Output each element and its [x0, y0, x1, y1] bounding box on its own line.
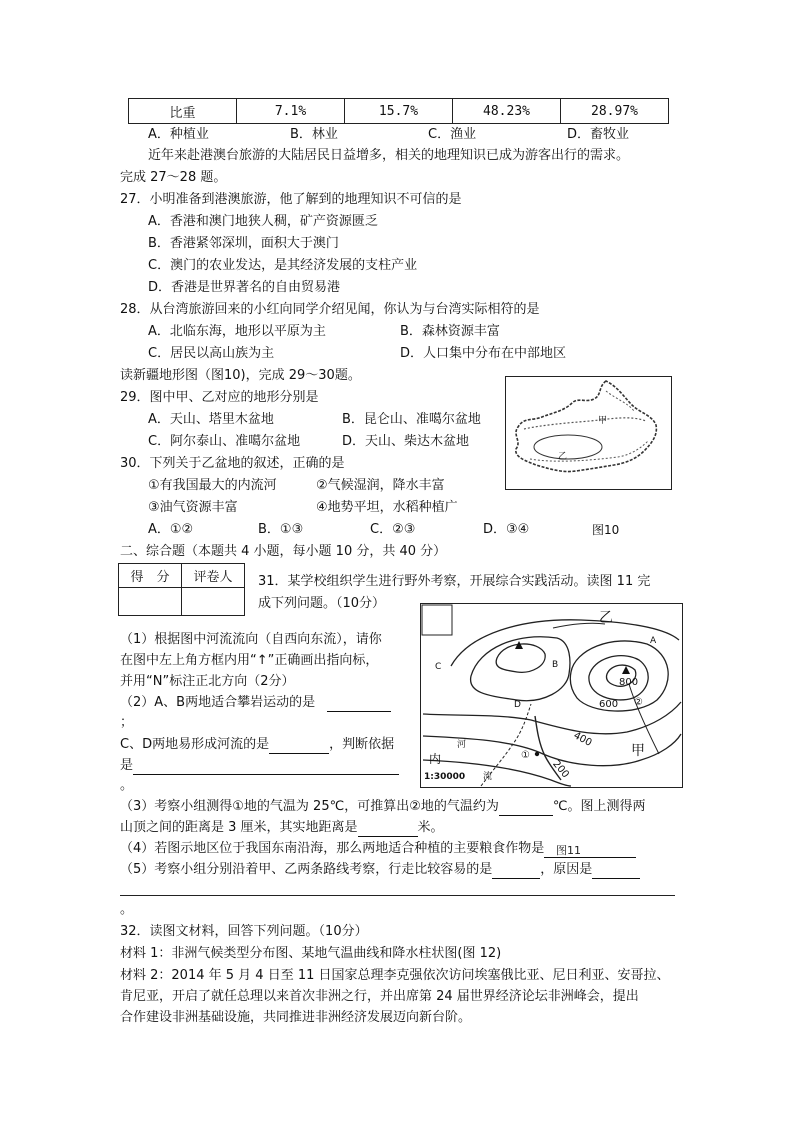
grader-cell[interactable]: [182, 588, 245, 616]
q30-option-a: A．①②: [148, 522, 194, 537]
q32-material-1: 材料 1：非洲气候类型分布图、某地气温曲线和降水柱状图(图 12): [120, 946, 502, 961]
q28-option-d: D．人口集中分布在中部地区: [400, 346, 567, 361]
table-row: [119, 564, 245, 588]
row-label: 比重: [129, 99, 237, 124]
q31-p2-text2: C、D两地易形成河流的是: [120, 737, 270, 752]
score-header: 得 分: [119, 564, 182, 588]
q29-option-b: B．昆仑山、准噶尔盆地: [342, 412, 481, 427]
q31-p3-answer-blank-2[interactable]: [358, 822, 418, 837]
q29-option-c: C．阿尔泰山、准噶尔盆地: [148, 434, 301, 449]
q31-p3-text1b: ℃。图上测得两: [552, 799, 646, 814]
q29-stem: 29．图中甲、乙对应的地形分别是: [120, 390, 319, 405]
section-2-title: 二、综合题（本题共 4 小题，每小题 10 分，共 40 分）: [120, 544, 447, 559]
q31-p5-line1: [120, 860, 640, 879]
figure-11-contour-map: [420, 603, 683, 788]
table-row: [129, 99, 669, 124]
fig11-label-c: C: [435, 662, 442, 672]
q31-p5-period: 。: [120, 902, 134, 917]
q32-material-2-line3: 合作建设非洲基础设施，共同推进非洲经济发展迈向新台阶。: [120, 1010, 472, 1025]
table-row: [119, 588, 245, 616]
q31-stem-line1: 31．某学校组织学生进行野外考察，开展综合实践活动。读图 11 完: [258, 574, 651, 589]
q31-p2-semicolon: ；: [120, 715, 134, 730]
score-table: [118, 563, 245, 616]
q29-option-d: D．天山、柴达木盆地: [342, 434, 470, 449]
q29-option-a: A．天山、塔里木盆地: [148, 412, 274, 427]
q31-p2-period: 。: [120, 778, 134, 793]
q30-option-d: D．③④: [483, 522, 530, 537]
q31-p3-text2b: 米。: [417, 820, 444, 835]
ratio-table: [128, 98, 669, 124]
q31-p2-answer-blank-2[interactable]: [269, 739, 329, 754]
fig11-scale: 1:30000: [424, 772, 466, 782]
q26-option-d: D．畜牧业: [567, 127, 630, 142]
q30-item-4: ④地势平坦，水稻种植广: [316, 500, 458, 515]
q30-stem: 30．下列关于乙盆地的叙述，正确的是: [120, 456, 345, 471]
fig11-point-1: ①: [521, 750, 530, 761]
q31-p3-line2: [120, 818, 444, 837]
q26-option-b: B．林业: [290, 127, 338, 142]
fig11-elev-800: 800: [619, 677, 639, 688]
q31-p5-answer-blank-1[interactable]: [492, 864, 540, 879]
q31-p2-text: （2）A、B两地适合攀岩运动的是: [120, 695, 316, 710]
ratio-cell: 15.7%: [345, 99, 453, 124]
q31-p2-text3: 是: [120, 758, 134, 773]
figure-10-map: [505, 376, 672, 490]
q30-item-3: ③油气资源丰富: [148, 500, 238, 515]
q27-option-a: A．香港和澳门地狭人稠，矿产资源匮乏: [148, 214, 378, 229]
q32-material-2-line1: 材料 2：2014 年 5 月 4 日至 11 日国家总理李克强依次访问埃塞俄比亚、尼日利亚、安哥拉、: [120, 968, 670, 983]
q28-stem: 28．从台湾旅游回来的小红向同学介绍见闻，你认为与台湾实际相符的是: [120, 302, 540, 317]
q27-option-b: B．香港紧邻深圳，面积大于澳门: [148, 236, 339, 251]
fig10-label-yi: 乙: [558, 452, 568, 462]
q31-p5-answer-blank-2[interactable]: [592, 864, 640, 879]
fig10-label-jia: 甲: [598, 416, 608, 426]
q31-p3-text2a: 山顶之间的距离是 3 厘米，其实地距离是: [120, 820, 358, 835]
xinjiang-map-drawing: [506, 377, 671, 489]
fig11-label-b: B: [552, 660, 559, 670]
q32-material-2-line2: 肯尼亚，开启了就任总理以来首次非洲之行，并出席第 24 届世界经济论坛非洲峰会，提出: [120, 989, 639, 1004]
q31-p5-text1a: （5）考察小组分别沿着甲、乙两条路线考察，行走比较容易的是: [120, 862, 493, 877]
q31-p2-line3: [120, 756, 399, 775]
q31-p1-line3: 并用“N”标注正北方向（2分）: [120, 674, 295, 689]
q30-option-c: C．②③: [370, 522, 416, 537]
q26-option-a: A．种植业: [148, 127, 209, 142]
q31-p2-line1: [120, 693, 391, 712]
q31-p2-text2b: ，判断依据: [329, 737, 395, 752]
q31-p1-line2: 在图中左上角方框内用“↑”正确画出指向标，: [120, 653, 379, 668]
intro-27-line1: 近年来赴港澳台旅游的大陆居民日益增多，相关的地理知识已成为游客出行的需求。: [148, 148, 630, 163]
fig11-label-yi: 乙: [599, 610, 613, 626]
q26-option-c: C．渔业: [428, 127, 477, 142]
ratio-cell: 7.1%: [237, 99, 345, 124]
fig11-river-liu: 流: [483, 772, 493, 782]
q31-p3-text1a: （3）考察小组测得①地的气温为 25℃，可推算出②地的气温约为: [120, 799, 499, 814]
q30-option-b: B．①③: [258, 522, 304, 537]
q28-option-a: A．北临东海，地形以平原为主: [148, 324, 326, 339]
fig11-elev-400: 400: [571, 730, 594, 749]
q31-p3-line1: [120, 797, 645, 816]
ratio-cell: 28.97%: [561, 99, 669, 124]
q31-p2-answer-blank-3[interactable]: [133, 760, 399, 775]
q31-p4-text: （4）若图示地区位于我国东南沿海，那么两地适合种植的主要粮食作物是: [120, 841, 545, 856]
fig11-river-he: 河: [457, 740, 467, 750]
fig11-label-a: A: [650, 636, 657, 646]
score-cell[interactable]: [119, 588, 182, 616]
fig11-point-2: ②: [634, 697, 643, 708]
q27-stem: 27．小明准备到港澳旅游，他了解到的地理知识不可信的是: [120, 192, 462, 207]
q27-option-d: D．香港是世界著名的自由贸易港: [148, 280, 341, 295]
fig11-label-nei: 内: [429, 752, 442, 766]
grader-header: 评卷人: [182, 564, 245, 588]
q30-item-2: ②气候湿润，降水丰富: [316, 478, 445, 493]
figure-10-caption: 图10: [592, 523, 620, 537]
intro-29: 读新疆地形图（图10)，完成 29～30题。: [120, 368, 361, 383]
fig11-elev-600: 600: [599, 699, 619, 710]
q28-option-c: C．居民以高山族为主: [148, 346, 275, 361]
q31-p5-text1b: ，原因是: [540, 862, 593, 877]
q31-p2-line2: [120, 735, 394, 754]
fig11-elev-200: 200: [550, 758, 571, 781]
fig11-label-d: D: [514, 700, 521, 710]
fig11-label-jia: 甲: [631, 743, 645, 759]
north-arrow-box: [422, 605, 452, 635]
q27-option-c: C．澳门的农业发达，是其经济发展的支柱产业: [148, 258, 418, 273]
q31-p3-answer-blank-1[interactable]: [499, 801, 553, 816]
q28-option-b: B．森林资源丰富: [400, 324, 500, 339]
q31-p1-line1: （1）根据图中河流流向（自西向东流），请你: [120, 632, 382, 647]
peak-right-icon: [622, 666, 630, 674]
q31-p5-answer-line[interactable]: [120, 895, 675, 896]
q31-p2-answer-blank-1[interactable]: [327, 697, 391, 712]
figure-11-caption: 图11: [556, 844, 581, 857]
q31-stem-line2: 成下列问题。（10分）: [258, 596, 386, 611]
q30-item-1: ①有我国最大的内流河: [148, 478, 277, 493]
intro-27-line2: 完成 27～28 题。: [120, 170, 227, 185]
q32-stem: 32．读图文材料，回答下列问题。（10分）: [120, 924, 368, 939]
ratio-cell: 48.23%: [453, 99, 561, 124]
